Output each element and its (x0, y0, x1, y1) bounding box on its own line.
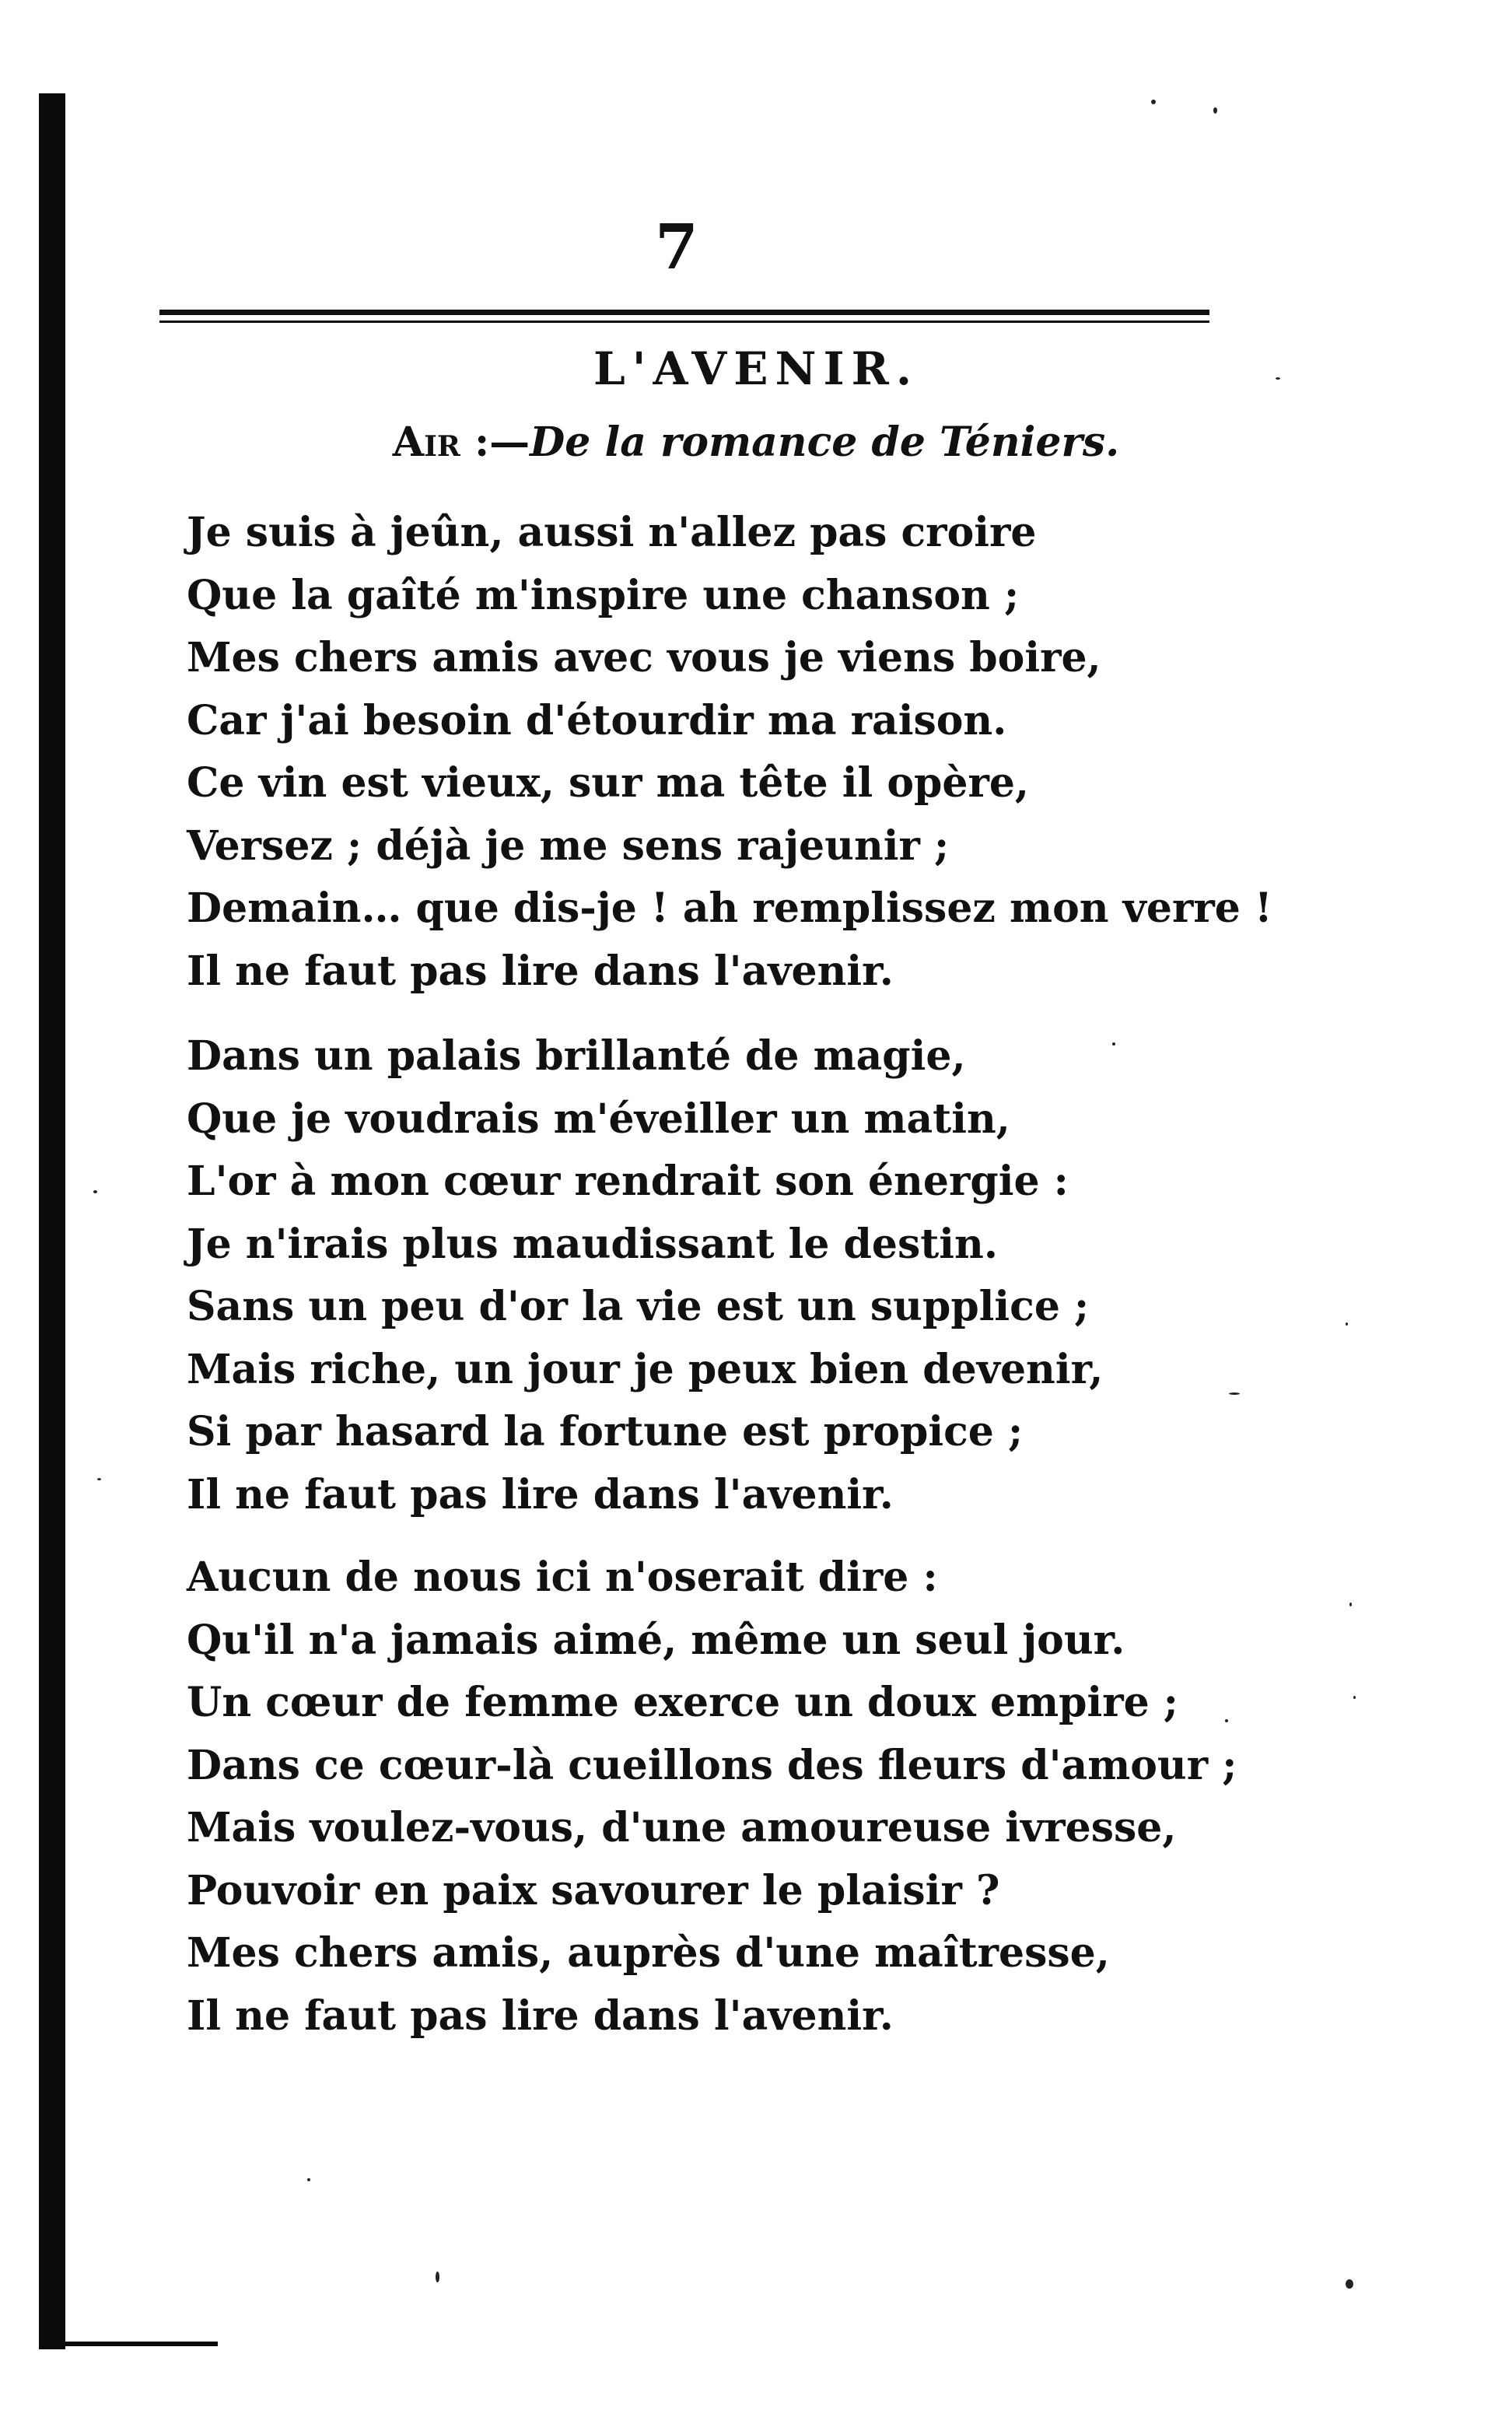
verse-line: Mes chers amis avec vous je viens boire, (187, 634, 1101, 681)
stanza (187, 1025, 1276, 1526)
verse-line: Aucun de nous ici n'oserait dire : (187, 1554, 938, 1601)
header-rule-thick (159, 310, 1209, 315)
verse-line: Demain… que dis-je ! ah remplissez mon verre ! (187, 884, 1272, 932)
verse-line: Mais riche, un jour je peux bien devenir, (187, 1345, 1104, 1393)
stanza (187, 502, 1276, 1003)
verse-line: Car j'ai besoin d'étourdir ma raison. (187, 696, 1007, 744)
verse-line: Il ne faut pas lire dans l'avenir. (187, 947, 894, 995)
verse-line: Si par hasard la fortune est propice ; (187, 1408, 1024, 1455)
verse-line: Dans un palais brillanté de magie, (187, 1032, 966, 1080)
verse-line: Versez ; déjà je me sens rajeunir ; (187, 821, 950, 870)
scan-speck (1229, 1392, 1240, 1395)
air-line (0, 419, 1512, 466)
binding-edge-foot (39, 2342, 218, 2346)
page-number: 7 (655, 210, 698, 283)
scan-speck (1112, 1042, 1115, 1046)
scan-speck (1225, 1719, 1228, 1722)
verse-line: Dans ce cœur-là cueillons des fleurs d'amour ; (187, 1741, 1237, 1789)
verse-line: Je n'irais plus maudissant le destin. (187, 1220, 998, 1268)
scan-speck (436, 2272, 439, 2282)
header-rule-thin (159, 321, 1209, 323)
air-tune: De la romance de Téniers. (530, 419, 1120, 466)
scan-speck (1276, 377, 1280, 380)
song-title: L'AVENIR. (593, 342, 919, 395)
verse-line: Un cœur de femme exerce un doux empire ; (187, 1679, 1178, 1726)
scan-speck (1353, 1696, 1356, 1699)
scan-speck (97, 1478, 101, 1480)
verse-line: Il ne faut pas lire dans l'avenir. (187, 1991, 894, 2040)
verse-line: Pouvoir en paix savourer le plaisir ? (187, 1866, 1000, 1914)
verse-line: Que je voudrais m'éveiller un matin, (187, 1095, 1010, 1143)
scan-speck (1349, 1603, 1352, 1606)
verse-line: Je suis à jeûn, aussi n'allez pas croire (187, 509, 1037, 556)
scan-speck (1346, 1322, 1348, 1326)
stanza (187, 1547, 1276, 2047)
verse-line: Il ne faut pas lire dans l'avenir. (187, 1470, 894, 1519)
verse-line: Mais voulez-vous, d'une amoureuse ivresse, (187, 1804, 1177, 1851)
verse-line: Ce vin est vieux, sur ma tête il opère, (187, 759, 1030, 807)
scan-speck (307, 2178, 310, 2181)
air-label: Air (392, 419, 460, 466)
scan-speck (1346, 2279, 1353, 2289)
verse-line: Mes chers amis, auprès d'une maîtresse, (187, 1929, 1110, 1977)
scan-speck (93, 1190, 97, 1193)
scan-speck (1213, 107, 1217, 114)
verse-line: Sans un peu d'or la vie est un supplice ; (187, 1283, 1090, 1330)
verse-line: L'or à mon cœur rendrait son énergie : (187, 1158, 1069, 1205)
scan-speck (1151, 100, 1156, 104)
verse-line: Que la gaîté m'inspire une chanson ; (187, 571, 1020, 619)
air-separator: :— (460, 419, 530, 466)
verse-line: Qu'il n'a jamais aimé, même un seul jour. (187, 1616, 1125, 1664)
